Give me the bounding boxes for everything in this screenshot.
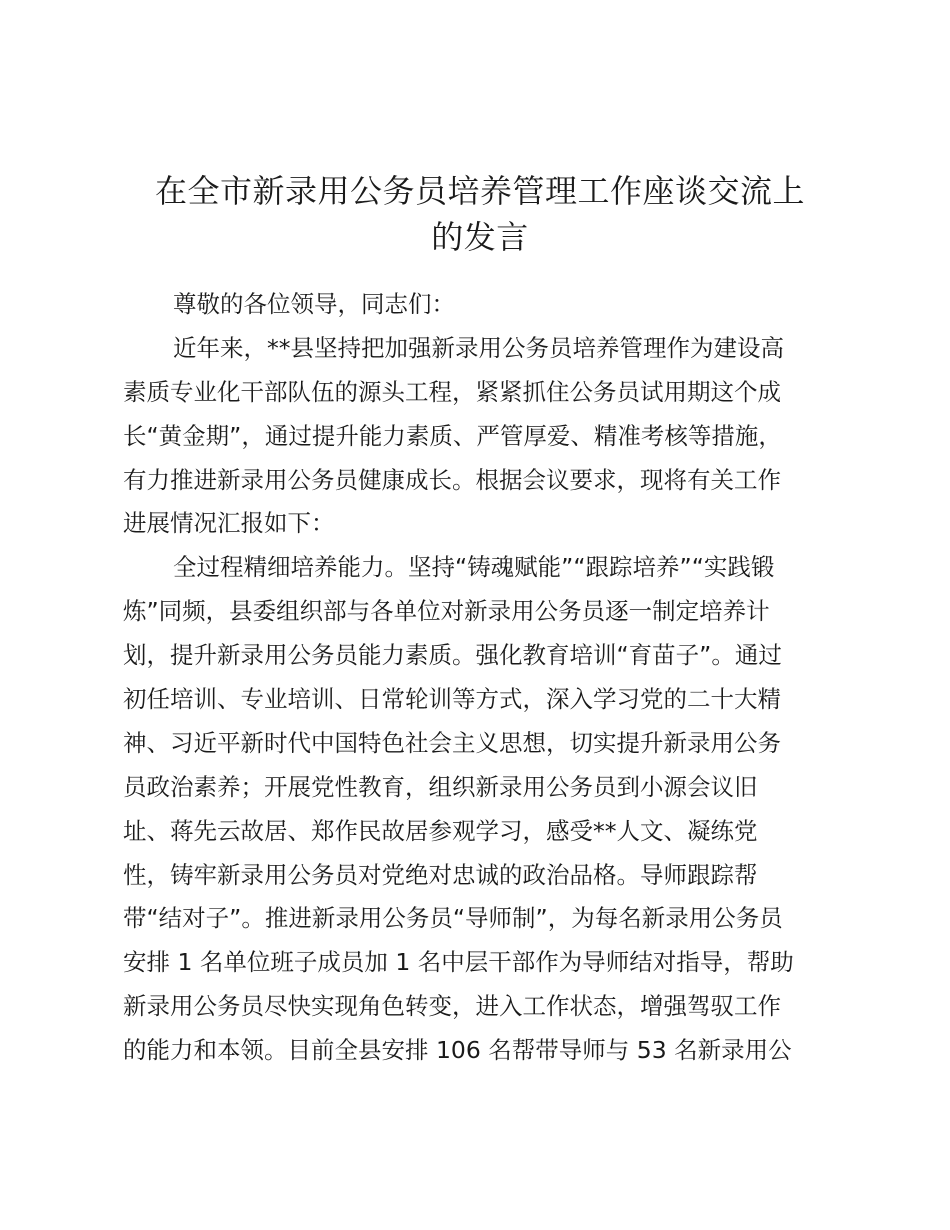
document-title [120,168,840,260]
body-line: 近年来，**县坚持把加强新录用公务员培养管理作为建设高 [173,333,784,362]
body-line: 划，提升新录用公务员能力素质。强化教育培训“育苗子”。通过 [123,641,782,670]
body-line: 址、蒋先云故居、郑作民故居参观学习，感受**人文、凝练党 [123,816,758,845]
body-line: 尊敬的各位领导，同志们： [173,290,455,318]
body-line: 长“黄金期”，通过提升能力素质、严管厚爱、精准考核等措施， [123,421,782,450]
body-line: 的能力和本领。目前全县安排 106 名帮带导师与 53 名新录用公 [123,1036,792,1065]
body-line: 有力推进新录用公务员健康成长。根据会议要求，现将有关工作 [123,465,781,494]
body-line: 带“结对子”。推进新录用公务员“导师制”，为每名新录用公务员 [123,904,783,933]
body-line: 素质专业化干部队伍的源头工程，紧紧抓住公务员试用期这个成 [123,377,781,406]
body-line: 神、习近平新时代中国特色社会主义思想，切实提升新录用公务 [123,728,781,757]
body-line: 员政治素养；开展党性教育，组织新录用公务员到小源会议旧 [123,772,758,801]
body-line: 全过程精细培养能力。坚持“铸魂赋能”“跟踪培养”“实践锻 [173,553,775,582]
title-line-1: 在全市新录用公务员培养管理工作座谈交流上 [154,172,805,210]
body-line: 新录用公务员尽快实现角色转变，进入工作状态，增强驾驭工作 [123,992,781,1021]
body-line: 性，铸牢新录用公务员对党绝对忠诚的政治品格。导师跟踪帮 [123,860,758,889]
document-body [123,283,823,1073]
title-line-2: 的发言 [431,218,529,256]
body-line: 炼”同频，县委组织部与各单位对新录用公务员逐一制定培养计 [123,597,770,626]
body-line: 初任培训、专业培训、日常轮训等方式，深入学习党的二十大精 [123,685,781,714]
body-line: 安排 1 名单位班子成员加 1 名中层干部作为导师结对指导，帮助 [123,948,794,977]
body-line: 进展情况汇报如下： [123,509,335,538]
